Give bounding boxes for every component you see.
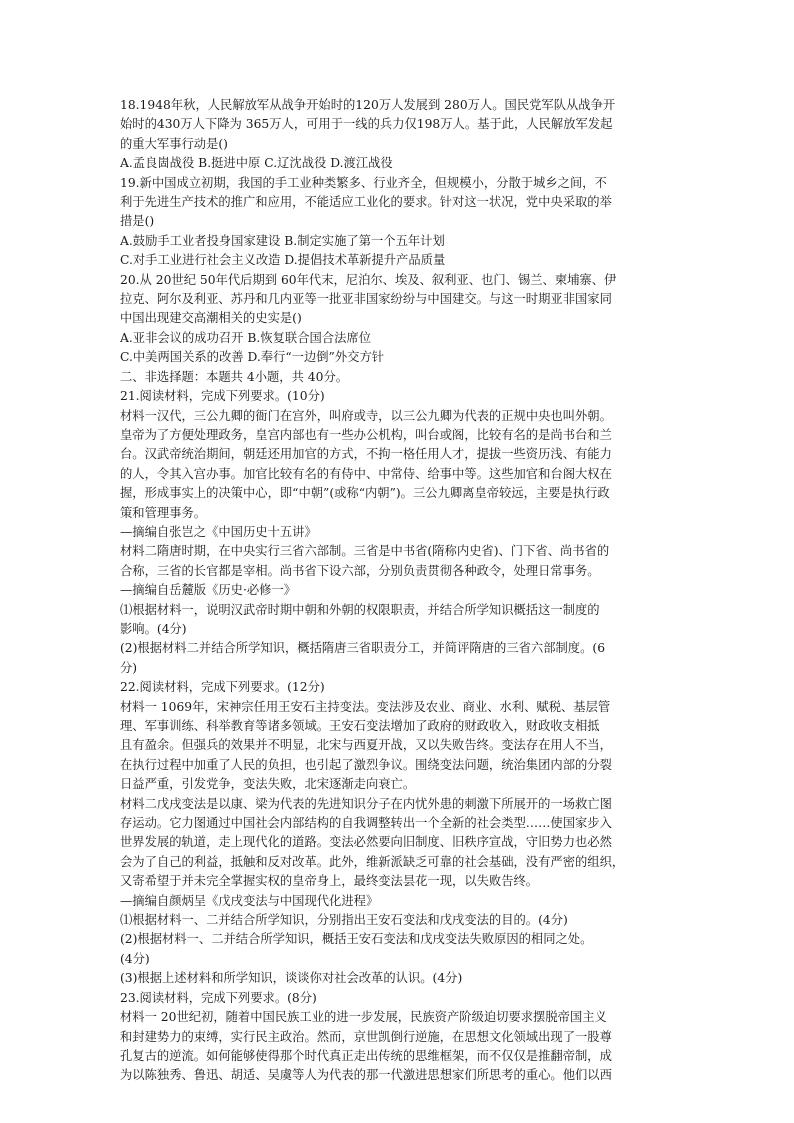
text-line: 会为了自己的利益，抵触和反对改革。此外，维新派缺乏可靠的社会基础，没有严密的组织， <box>120 854 625 869</box>
text-line: 21.阅读材料，完成下列要求。(10分) <box>120 389 325 404</box>
text-line: ⑴根据材料一、二并结合所学知识，分别指出王安石变法和戊戌变法的目的。(4分) <box>120 913 568 928</box>
exam-page <box>120 96 675 1086</box>
text-line: 在执行过程中加重了人民的负担，也引起了激烈争议。围绕变法问题，统治集团内部的分裂 <box>120 757 612 772</box>
text-line: A.亚非会议的成功召开 B.恢复联合国合法席位 <box>120 330 371 345</box>
text-line: 存运动。它力图通过中国社会内部结构的自我调整转出一个全新的社会类型……使国家步入 <box>120 816 612 831</box>
text-line: A.鼓励手工业者投身国家建设 B.制定实施了第一个五年计划 <box>120 233 445 248</box>
text-line: 材料二戊戌变法是以康、梁为代表的先进知识分子在内忧外患的刺激下所展开的一场救亡图 <box>120 796 612 811</box>
text-line: 理、军事训练、科举教育等诸多领域。王安石变法增加了政府的财政收入，财政收支相抵 <box>120 719 600 733</box>
text-line: 措是() <box>120 214 155 229</box>
text-line: 孔复古的逆流。如何能够使得那个时代真正走出传统的思维框架，而不仅仅是推翻帝制，成 <box>120 1048 612 1063</box>
text-line: 分) <box>120 660 138 675</box>
text-line: (3)根据上述材料和所学知识，谈谈你对社会改革的认识。(4分) <box>120 971 463 986</box>
text-line: (2)根据材料二并结合所学知识，概括隋唐三省职责分工，并简评隋唐的三省六部制度。(6 <box>120 641 606 656</box>
text-line: 二、非选择题：本题共 4小题，共 40分。 <box>120 369 349 384</box>
text-line: 利于先进生产技术的推广和应用，不能适应工业化的要求。针对这一状况，党中央采取的举 <box>120 195 612 210</box>
text-line: 日益严重，引发党争，变法失败，北宋逐渐走向衰亡。 <box>120 777 416 792</box>
text-line: 23.阅读材料，完成下列要求。(8分) <box>120 990 317 1005</box>
text-line: (4分) <box>120 951 150 966</box>
text-line: 世界发展的轨道，走上现代化的道路。变法必然要向旧制度、旧秩序宣战，守旧势力也必然 <box>120 835 612 850</box>
text-line: C.中美两国关系的改善 D.奉行“一边倒”外交方针 <box>120 350 385 365</box>
text-line: ⑴根据材料一，说明汉武帝时期中朝和外朝的权限职责，并结合所学知识概括这一制度的 <box>120 602 600 617</box>
text-line: 的重大军事行动是() <box>120 136 228 151</box>
text-line: 20.从 20世纪 50年代后期到 60年代末，尼泊尔、埃及、叙利亚、也门、锡兰、柬埔寨、伊 <box>120 272 617 287</box>
text-line: 影响。(4分) <box>120 621 187 636</box>
text-line: 又寄希望于并未完全掌握实权的皇帝身上，最终变法昙花一现，以失败告终。 <box>120 874 539 889</box>
text-line: 材料一 20世纪初，随着中国民族工业的进一步发展，民族资产阶级迫切要求摆脱帝国主义 <box>120 1010 607 1025</box>
text-line: 19.新中国成立初期，我国的手工业种类繁多、行业齐全，但规模小，分散于城乡之间，不 <box>120 175 607 190</box>
text-line: 22.阅读材料，完成下列要求。(12分) <box>120 680 325 695</box>
text-line: —摘编自颜炳呈《戊戌变法与中国现代化进程》 <box>120 893 379 908</box>
text-line: —摘编自岳麓版《历史·必修一》 <box>120 583 297 598</box>
text-line: 握，形成事实上的决策中心，即“中朝”(或称“内朝”)。三公九卿离皇帝较远，主要是执行政 <box>120 486 610 501</box>
text-line: —摘编自张岂之《中国历史十五讲》 <box>120 524 317 539</box>
text-line: 为以陈独秀、鲁迅、胡适、吴虞等人为代表的那一代激进思想家们所思考的重心。他们以西 <box>120 1068 612 1083</box>
text-line: 材料二隋唐时期，在中央实行三省六部制。三省是中书省(隋称内史省)、门下省、尚书省的 <box>120 544 610 559</box>
text-line: 拉克、阿尔及利亚、苏丹和几内亚等一批亚非国家纷纷与中国建交。与这一时期亚非国家同 <box>120 292 612 307</box>
text-line: (2)根据材料一、二并结合所学知识，概括王安石变法和戊戌变法失败原因的相同之处。 <box>120 932 593 947</box>
text-line: 材料一汉代，三公九卿的衙门在宫外，叫府或寺，以三公九卿为代表的正规中央也叫外朝。 <box>120 408 612 423</box>
text-line: 策和管理事务。 <box>120 505 207 520</box>
text-line: 合称，三省的长官都是宰相。尚书省下设六部，分别负责贯彻各种政令，处理日常事务。 <box>120 563 600 578</box>
text-line: 材料一 1069年，宋神宗任用王安石主持变法。变法涉及农业、商业、水利、赋税、基层管 <box>120 699 611 714</box>
text-line: 台。汉武帝统治期间，朝廷还用加官的方式，不拘一格任用人才，提拔一些资历浅、有能力 <box>120 447 612 462</box>
text-line: 18.1948年秋，人民解放军从战争开始时的120万人发展到 280万人。国民党军队从战争开 <box>120 98 616 112</box>
text-line: 皇帝为了方便处理政务，皇宫内部也有一些办公机构，叫台或阁，比较有名的是尚书台和兰 <box>120 427 612 442</box>
text-line: A.孟良崮战役 B.挺进中原 C.辽沈战役 D.渡江战役 <box>120 156 393 171</box>
text-line: 中国出现建交高潮相关的史实是() <box>120 311 302 326</box>
text-line: 和封建势力的束缚，实行民主政治。然而，京世凯倒行逆施，在思想文化领域出现了一股尊 <box>120 1029 612 1044</box>
text-line: 的人，令其入宫办事。加官比较有名的有侍中、中常侍、给事中等。这些加官和台阁大权在 <box>120 466 612 481</box>
text-line: 且有盈余。但强兵的效果并不明显，北宋与西夏开战，又以失败告终。变法存在用人不当， <box>120 738 612 753</box>
text-line: 始时的430万人下降为 365万人，可用于一线的兵力仅198万人。基于此，人民解放军发起 <box>120 117 613 132</box>
text-line: C.对手工业进行社会主义改造 D.提倡技术革新提升产品质量 <box>120 253 446 268</box>
